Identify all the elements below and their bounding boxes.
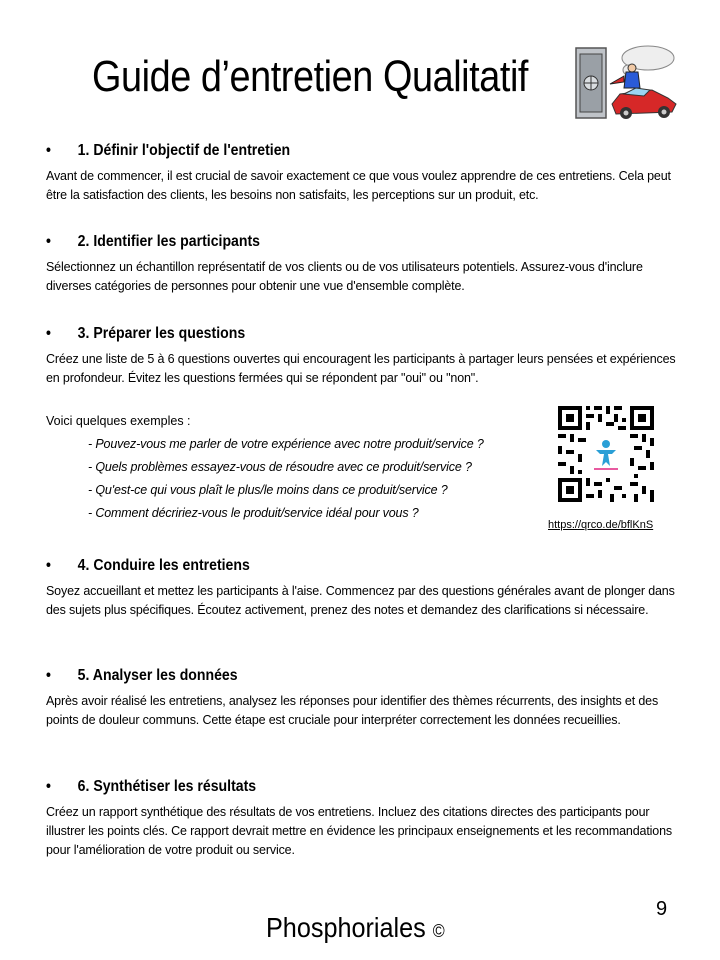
example-item: - Comment décririez-vous le produit/service idéal pour vous ? [88, 506, 419, 520]
section-questions [46, 325, 676, 388]
superhero-vault-car-illustration [568, 38, 686, 126]
section-heading: • 6. Synthétiser les résultats [46, 778, 257, 795]
example-item: - Pouvez-vous me parler de votre expérience avec notre produit/service ? [88, 437, 484, 451]
section-participants [46, 233, 676, 296]
section-text: Créez un rapport synthétique des résultats de vos entretiens. Incluez des citations directes des participants pour illustrer les points clés. Ce rapport devrait mettre en évidence les principaux enseignements et les recommandations pour l'amélioration de votre produit ou service. [46, 805, 672, 857]
example-item: - Qu'est-ce qui vous plaît le plus/le moins dans ce produit/service ? [88, 483, 448, 497]
section-text: Avant de commencer, il est crucial de savoir exactement ce que vous voulez apprendre de ces entretiens. Cela peut être la satisfaction des clients, les besoins non satisfaits, les perceptions sur un produit, etc. [46, 169, 671, 202]
qr-link[interactable]: https://qrco.de/bflKnS [548, 519, 654, 531]
section-text: Sélectionnez un échantillon représentatif de vos clients ou de vos utilisateurs potentiels. Assurez-vous d'inclure diverses catégories de personnes pour obtenir une vue d'ensemble complète. [46, 260, 643, 293]
section-heading: • 1. Définir l'objectif de l'entretien [46, 142, 291, 159]
page-title: Guide d’entretien Qualitatif [92, 52, 529, 101]
section-objective [46, 142, 676, 205]
section-heading: • 3. Préparer les questions [46, 325, 246, 342]
copyright-symbol: © [432, 921, 445, 941]
qr-code[interactable] [556, 404, 656, 504]
footer-brand [266, 912, 445, 944]
section-heading: • 4. Conduire les entretiens [46, 557, 250, 574]
example-item: - Quels problèmes essayez-vous de résoudre avec ce produit/service ? [88, 460, 472, 474]
brand-name: Phosphoriales [266, 912, 426, 943]
examples-intro: Voici quelques exemples : [46, 414, 191, 428]
page-number: 9 [656, 898, 668, 920]
section-conduct [46, 557, 676, 620]
section-text: Créez une liste de 5 à 6 questions ouvertes qui encouragent les participants à partager leurs pensées et expériences en profondeur. Évitez les questions fermées qui se répondent par "oui" ou "non". [46, 352, 676, 385]
section-text: Soyez accueillant et mettez les participants à l'aise. Commencez par des questions générales avant de plonger dans des sujets plus spécifiques. Écoutez activement, prenez des notes et demandez des clarifications si nécessaire. [46, 584, 675, 617]
section-heading: • 2. Identifier les participants [46, 233, 260, 250]
examples-list [88, 437, 484, 529]
section-text: Après avoir réalisé les entretiens, analysez les réponses pour identifier des thèmes récurrents, des insights et des points de douleur communs. Cette étape est cruciale pour interpréter correctement les données recueillies. [46, 694, 659, 727]
section-synthesize [46, 778, 676, 860]
section-heading: • 5. Analyser les données [46, 667, 238, 684]
section-analyze [46, 667, 676, 730]
